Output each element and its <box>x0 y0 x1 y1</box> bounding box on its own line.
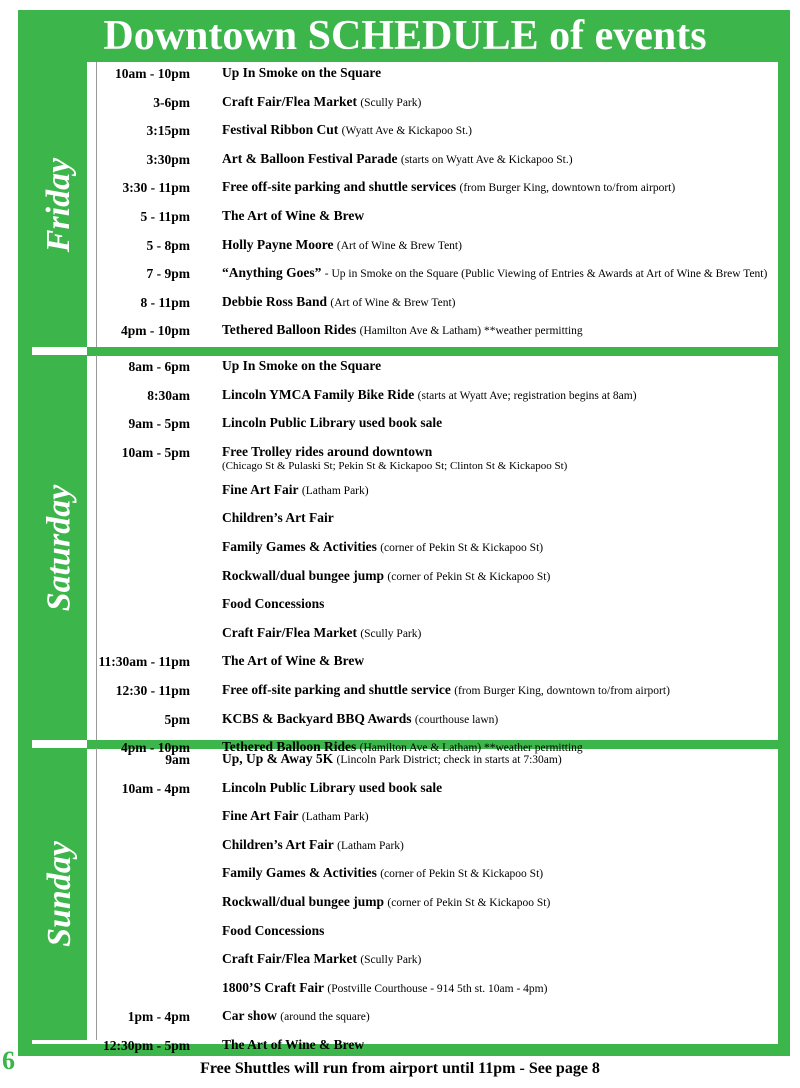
event-time <box>96 568 204 569</box>
event-description <box>204 208 786 223</box>
event-description <box>204 510 786 525</box>
event-note: (Hamilton Ave & Latham) **weather permitting <box>359 742 583 755</box>
day-label <box>32 62 87 347</box>
event-description <box>204 539 786 556</box>
schedule-row <box>96 596 786 625</box>
event-time: 5 - 8pm <box>146 237 190 253</box>
event-title: Craft Fair/Flea Market <box>222 624 357 640</box>
event-title: Lincoln YMCA Family Bike Ride <box>222 386 415 402</box>
event-title: Fine Art Fair <box>222 481 299 497</box>
event-title: Food Concessions <box>222 922 325 938</box>
event-title: Family Games & Activities <box>222 538 377 554</box>
event-note: (from Burger King, downtown to/from airport) <box>459 182 676 195</box>
event-time: 3:30pm <box>146 151 190 167</box>
event-title: The Art of Wine & Brew <box>222 653 365 669</box>
event-time: 1pm - 4pm <box>127 1009 190 1025</box>
event-title: Fine Art Fair <box>222 808 299 824</box>
event-title: Holly Payne Moore <box>222 236 334 252</box>
event-description <box>204 94 786 111</box>
schedule-row <box>96 780 786 809</box>
event-title: The Art of Wine & Brew <box>222 1036 365 1052</box>
schedule-row <box>96 179 786 208</box>
schedule-row <box>96 510 786 539</box>
event-note: (corner of Pekin St & Kickapoo St) <box>380 868 544 881</box>
schedule-row <box>96 151 786 180</box>
event-time: 4pm - 10pm <box>120 740 190 756</box>
event-description <box>204 951 786 968</box>
event-title: Debbie Ross Band <box>222 293 328 309</box>
event-time <box>96 894 204 895</box>
event-title: Free off-site parking and shuttle services <box>222 179 457 195</box>
day-strip-saturday <box>32 355 87 740</box>
event-time: 12:30 - 11pm <box>115 682 190 698</box>
event-time: 3-6pm <box>153 94 190 110</box>
event-description <box>204 482 786 499</box>
event-note: (around the square) <box>280 1011 370 1024</box>
schedule-row <box>96 94 786 123</box>
schedule-row <box>96 568 786 597</box>
event-title: Up In Smoke on the Square <box>222 65 382 80</box>
page-title: Downtown SCHEDULE of events <box>103 13 707 59</box>
event-title: Up, Up & Away 5K <box>222 751 334 766</box>
schedule-row <box>96 682 786 711</box>
event-description <box>204 1037 786 1052</box>
event-note: (Wyatt Ave & Kickapoo St.) <box>341 125 473 138</box>
schedule-row <box>96 482 786 511</box>
event-note: (Postville Courthouse - 914 5th st. 10am - 4pm) <box>327 982 548 995</box>
event-description <box>204 780 786 795</box>
schedule-row <box>96 237 786 266</box>
event-title: Craft Fair/Flea Market <box>222 951 357 967</box>
event-title: Rockwall/dual bungee jump <box>222 567 385 583</box>
schedule-row <box>96 539 786 568</box>
event-time: 9am <box>165 752 190 767</box>
event-description <box>204 596 786 611</box>
event-note: (Art of Wine & Brew Tent) <box>330 296 456 309</box>
event-time: 10am - 5pm <box>121 444 190 460</box>
event-time: 10am - 10pm <box>115 66 190 81</box>
schedule-row <box>96 865 786 894</box>
event-time: 3:15pm <box>146 123 190 139</box>
event-title: Tethered Balloon Rides <box>222 322 357 338</box>
schedule-row <box>96 444 786 482</box>
event-title: Lincoln Public Library used book sale <box>222 415 443 431</box>
event-description <box>204 444 786 473</box>
schedule-row <box>96 322 786 351</box>
event-title: Up In Smoke on the Square <box>222 358 382 373</box>
schedule-row <box>96 1008 786 1037</box>
event-note: (starts at Wyatt Ave; registration begins at 8am) <box>417 389 637 402</box>
event-time <box>96 865 204 866</box>
event-title: Food Concessions <box>222 596 325 612</box>
event-description <box>204 294 786 311</box>
event-time: 10am - 4pm <box>121 780 190 796</box>
schedule-row <box>96 358 786 387</box>
day-label-text: Saturday <box>40 484 78 611</box>
event-description <box>204 1008 786 1025</box>
event-time <box>96 837 204 838</box>
event-description <box>204 711 786 728</box>
event-title: Art & Balloon Festival Parade <box>222 150 398 166</box>
event-description <box>204 237 786 254</box>
day-label <box>32 748 87 1040</box>
footer-note: Free Shuttles will run from airport until 11pm - See page 8 <box>200 1060 600 1077</box>
day-rows-friday <box>96 65 786 351</box>
schedule-row <box>96 951 786 980</box>
event-time: 4pm - 10pm <box>120 323 190 339</box>
event-note: (courthouse lawn) <box>414 713 499 726</box>
event-note: - Up in Smoke on the Square (Public Viewing of Entries & Awards at Art of Wine & Brew Tent) <box>324 268 768 281</box>
event-title: Free Trolley rides around downtown <box>222 443 433 459</box>
event-title: Car show <box>222 1008 277 1024</box>
event-title: Children’s Art Fair <box>222 836 334 852</box>
event-description <box>204 682 786 699</box>
event-note: (Lincoln Park District; check in starts at 7:30am) <box>336 754 562 766</box>
event-time: 7 - 9pm <box>146 266 190 282</box>
event-description <box>204 322 786 339</box>
event-subnote: (Chicago St & Pulaski St; Pekin St & Kickapoo St; Clinton St & Kickapoo St) <box>222 459 568 472</box>
day-strip-friday <box>32 62 87 347</box>
event-time: 9am - 5pm <box>128 416 190 432</box>
event-note: (from Burger King, downtown to/from airport) <box>454 684 670 697</box>
frame-left-bar <box>18 10 32 1056</box>
event-description <box>204 265 786 282</box>
event-description <box>204 923 786 938</box>
day-rows-sunday <box>96 751 786 1066</box>
event-description <box>204 122 786 139</box>
event-description <box>204 568 786 585</box>
event-time: 5pm <box>164 711 190 727</box>
event-description <box>204 751 786 768</box>
schedule-row <box>96 625 786 654</box>
event-note: (Scully Park) <box>360 627 422 640</box>
schedule-row <box>96 837 786 866</box>
schedule-row <box>96 208 786 237</box>
event-note: (corner of Pekin St & Kickapoo St) <box>380 541 544 554</box>
schedule-row <box>96 415 786 444</box>
event-note: (corner of Pekin St & Kickapoo St) <box>387 570 551 583</box>
day-strip-sunday <box>32 748 87 1040</box>
event-time: 8am - 6pm <box>128 359 190 374</box>
event-description <box>204 653 786 668</box>
event-time <box>96 596 204 597</box>
event-title: Children’s Art Fair <box>222 510 334 526</box>
event-title: Festival Ribbon Cut <box>222 122 339 138</box>
event-description <box>204 151 786 168</box>
event-note: (starts on Wyatt Ave & Kickapoo St.) <box>400 153 573 166</box>
event-note: (Latham Park) <box>301 811 369 824</box>
event-time <box>96 510 204 511</box>
day-label <box>32 355 87 740</box>
event-description <box>204 179 786 196</box>
event-note: (Hamilton Ave & Latham) **weather permitting <box>359 325 583 338</box>
event-note: (Scully Park) <box>360 96 422 109</box>
page-title-bar <box>32 10 778 62</box>
event-note: (Art of Wine & Brew Tent) <box>336 239 462 252</box>
event-title: Tethered Balloon Rides <box>222 739 357 755</box>
event-description <box>204 358 786 373</box>
event-title: 1800’S Craft Fair <box>222 979 324 995</box>
event-time <box>96 808 204 809</box>
event-title: “Anything Goes” <box>222 265 322 281</box>
event-note: (corner of Pekin St & Kickapoo St) <box>387 896 551 909</box>
event-description <box>204 894 786 911</box>
page-number: 6 <box>2 1046 15 1075</box>
event-description <box>204 415 786 430</box>
event-description <box>204 980 786 997</box>
event-time <box>96 923 204 924</box>
schedule-row <box>96 808 786 837</box>
schedule-row <box>96 711 786 740</box>
event-description <box>204 808 786 825</box>
event-description <box>204 387 786 404</box>
event-description <box>204 625 786 642</box>
day-label-text: Sunday <box>40 841 78 947</box>
event-note: (Latham Park) <box>301 484 369 497</box>
event-title: Lincoln Public Library used book sale <box>222 779 443 795</box>
event-time <box>96 625 204 626</box>
schedule-row <box>96 653 786 682</box>
event-note: (Latham Park) <box>337 839 404 852</box>
event-time: 3:30 - 11pm <box>122 180 190 196</box>
event-title: The Art of Wine & Brew <box>222 207 365 223</box>
event-note: (Scully Park) <box>360 954 422 967</box>
event-title: KCBS & Backyard BBQ Awards <box>222 710 412 726</box>
event-time: 12:30pm - 5pm <box>103 1037 190 1053</box>
event-description <box>204 65 786 80</box>
schedule-row <box>96 923 786 952</box>
event-time: 8 - 11pm <box>140 294 190 310</box>
event-time: 5 - 11pm <box>140 208 190 224</box>
event-description <box>204 865 786 882</box>
schedule-row <box>96 894 786 923</box>
schedule-row <box>96 122 786 151</box>
event-title: Family Games & Activities <box>222 865 377 881</box>
schedule-row <box>96 265 786 294</box>
schedule-row <box>96 980 786 1009</box>
day-label-text: Friday <box>40 157 78 252</box>
event-time <box>96 951 204 952</box>
event-time: 8:30am <box>147 387 190 403</box>
schedule-row <box>96 387 786 416</box>
event-time <box>96 539 204 540</box>
event-time <box>96 980 204 981</box>
day-rows-saturday <box>96 358 786 768</box>
event-description <box>204 837 786 854</box>
event-title: Rockwall/dual bungee jump <box>222 893 385 909</box>
event-title: Craft Fair/Flea Market <box>222 93 357 109</box>
event-time <box>96 482 204 483</box>
event-title: Free off-site parking and shuttle service <box>222 681 451 697</box>
schedule-row <box>96 294 786 323</box>
schedule-row <box>96 65 786 94</box>
event-time: 11:30am - 11pm <box>98 654 190 670</box>
schedule-row <box>96 751 786 780</box>
